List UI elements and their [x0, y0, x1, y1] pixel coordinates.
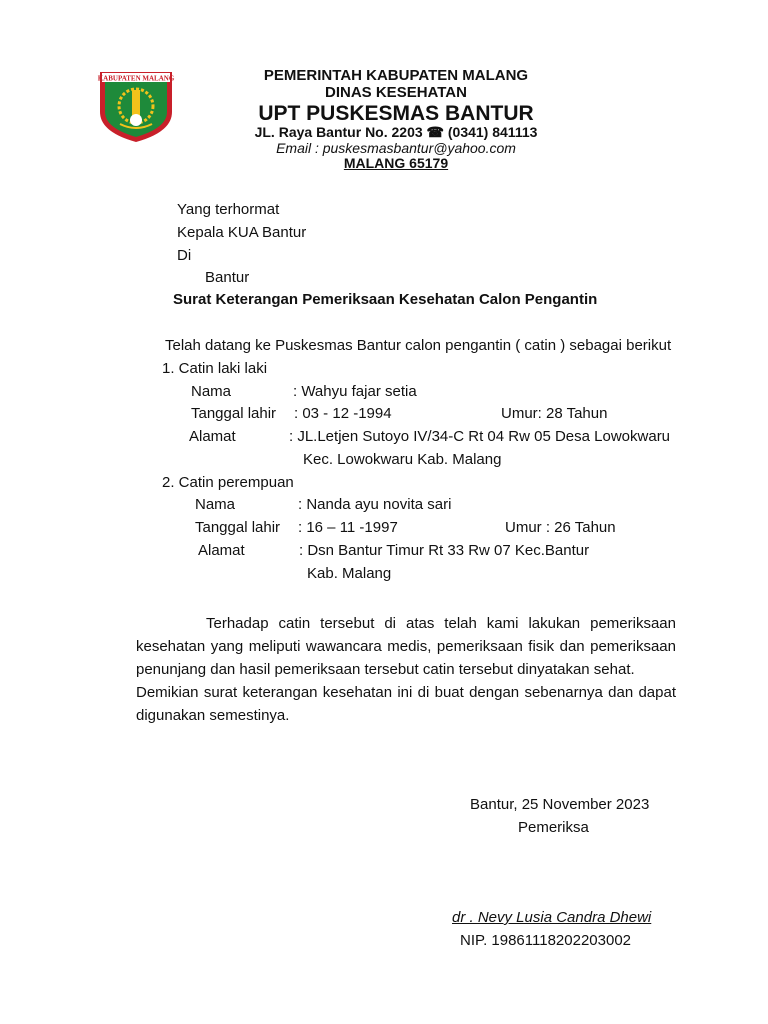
groom-address-value: : JL.Letjen Sutoyo IV/34-C Rt 04 Rw 05 Desa Lowokwaru [289, 428, 671, 445]
signer-name: dr . Nevy Lusia Candra Dhewi [452, 909, 652, 926]
emblem-text: KABUPATEN MALANG [97, 74, 175, 83]
groom-heading: 1. Catin laki laki [162, 360, 268, 377]
recipient-name: Kepala KUA Bantur [177, 224, 307, 241]
bride-dob-label: Tanggal lahir [195, 519, 281, 536]
bride-name-label: Nama [195, 496, 236, 513]
groom-name-label: Nama [191, 383, 232, 400]
groom-address-label: Alamat [189, 428, 236, 445]
greeting: Yang terhormat [177, 201, 280, 218]
city-line: MALANG 65179 [343, 155, 449, 172]
body-line-4: Demikian surat keterangan kesehatan ini di buat dengan sebenarnya dan dapat [136, 684, 676, 701]
letterhead [196, 68, 596, 172]
groom-dob-label: Tanggal lahir [191, 405, 277, 422]
body-line-1: Terhadap catin tersebut di atas telah kami lakukan pemeriksaan [206, 615, 676, 632]
groom-dob-value: : 03 - 12 -1994 [294, 405, 392, 422]
email-line: Email : puskesmasbantur@yahoo.com [276, 139, 516, 156]
signer-nip: NIP. 19861118202203002 [460, 932, 631, 949]
bride-name-value: : Nanda ayu novita sari [298, 496, 452, 513]
groom-age: Umur: 28 Tahun [501, 405, 608, 422]
signer-role: Pemeriksa [518, 819, 589, 836]
unit-name: UPT PUSKESMAS BANTUR [258, 101, 534, 125]
bride-dob-value: : 16 – 11 -1997 [298, 519, 398, 536]
letter-title: Surat Keterangan Pemeriksaan Kesehatan Calon Pengantin [173, 291, 598, 308]
body-line-2: kesehatan yang meliputi wawancara medis, pemeriksaan fisik dan pemeriksaan [136, 638, 676, 655]
address-line: JL. Raya Bantur No. 2203 ☎ (0341) 841113 [254, 124, 538, 141]
groom-name-value: : Wahyu fajar setia [293, 383, 417, 400]
body-line-3: penunjang dan hasil pemeriksaan tersebut catin tersebut dinyatakan sehat. [136, 661, 635, 678]
intro-text: Telah datang ke Puskesmas Bantur calon pengantin ( catin ) sebagai berikut [165, 337, 672, 354]
body-line-5: digunakan semestinya. [136, 707, 290, 724]
recipient-place: Bantur [205, 269, 250, 286]
regency-emblem [96, 68, 176, 144]
groom-address-value2: Kec. Lowokwaru Kab. Malang [303, 451, 502, 468]
bride-heading: 2. Catin perempuan [162, 474, 294, 491]
bride-address-label: Alamat [198, 542, 245, 559]
bride-age: Umur : 26 Tahun [505, 519, 616, 536]
dept-name: DINAS KESEHATAN [325, 83, 467, 101]
place-date: Bantur, 25 November 2023 [470, 796, 650, 813]
bride-address-value: : Dsn Bantur Timur Rt 33 Rw 07 Kec.Bantur [299, 542, 590, 559]
govt-name: PEMERINTAH KABUPATEN MALANG [263, 67, 529, 84]
recipient-di: Di [177, 247, 192, 264]
bride-address-value2: Kab. Malang [307, 565, 392, 582]
